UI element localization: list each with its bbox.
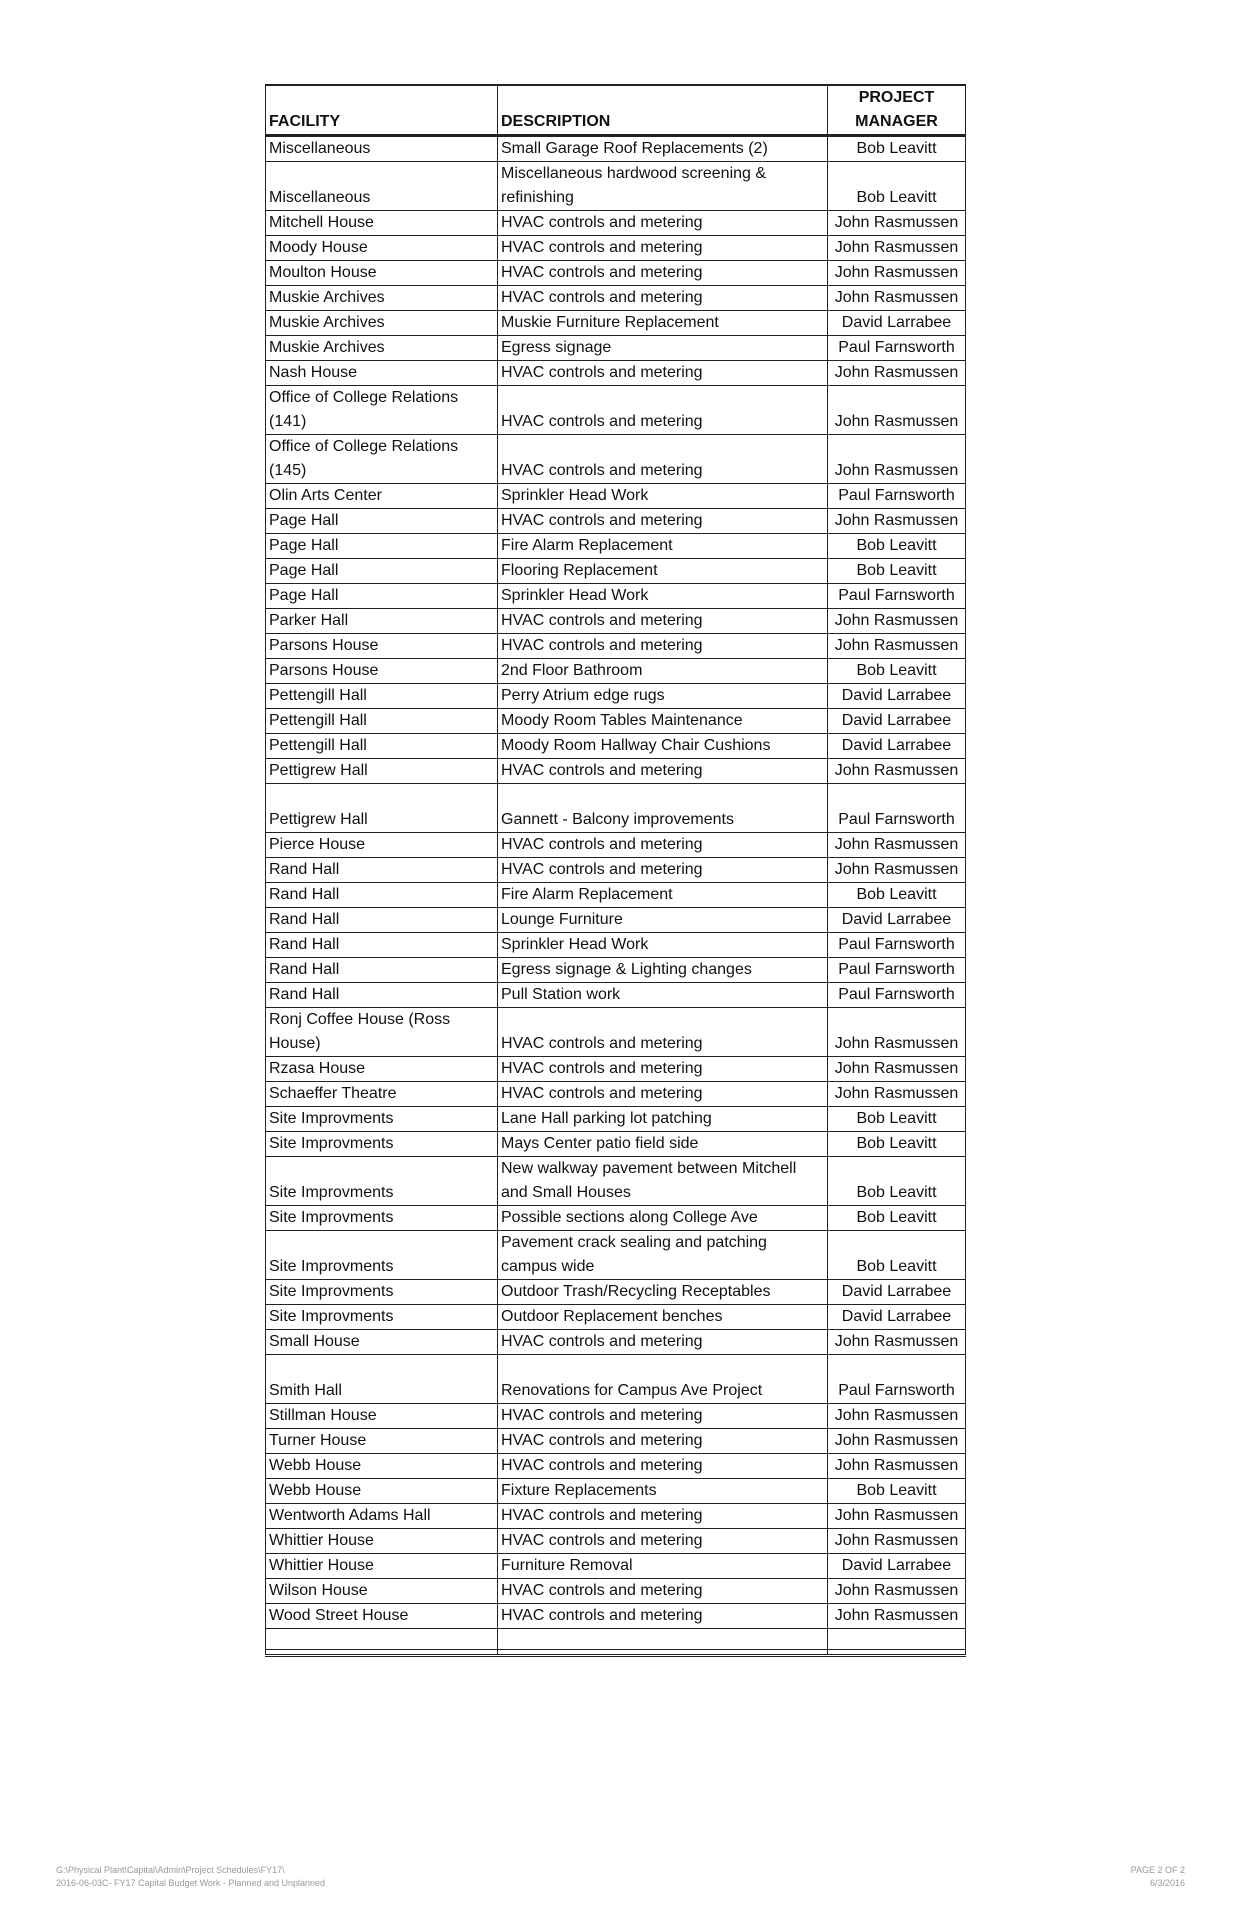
cell-facility: Webb House [266, 1479, 498, 1504]
table-row [266, 1479, 966, 1504]
cell-facility: Pettigrew Hall [266, 784, 498, 833]
cell-facility: Wood Street House [266, 1604, 498, 1629]
cell-facility: Pettengill Hall [266, 684, 498, 709]
cell-facility: Olin Arts Center [266, 484, 498, 509]
table-row [266, 983, 966, 1008]
cell-facility: Whittier House [266, 1529, 498, 1554]
cell-facility: Rand Hall [266, 858, 498, 883]
cell-project-manager: Bob Leavitt [828, 883, 966, 908]
table-row [266, 609, 966, 634]
cell-facility: Stillman House [266, 1404, 498, 1429]
cell-facility: Miscellaneous [266, 136, 498, 162]
cell-project-manager: Paul Farnsworth [828, 484, 966, 509]
cell-facility: Rand Hall [266, 983, 498, 1008]
cell-description: Egress signage & Lighting changes [498, 958, 828, 983]
cell-facility: Parsons House [266, 659, 498, 684]
cell-description: HVAC controls and metering [498, 286, 828, 311]
table-row [266, 734, 966, 759]
table-row [266, 1280, 966, 1305]
cell-project-manager: John Rasmussen [828, 509, 966, 534]
cell-project-manager: John Rasmussen [828, 1579, 966, 1604]
footer-page-info [1131, 1864, 1185, 1890]
cell-project-manager: John Rasmussen [828, 1454, 966, 1479]
cell-facility: Site Improvments [266, 1231, 498, 1280]
cell-description: Perry Atrium edge rugs [498, 684, 828, 709]
cell-description: Possible sections along College Ave [498, 1206, 828, 1231]
empty-cell [266, 1650, 498, 1656]
cell-description: HVAC controls and metering [498, 1604, 828, 1629]
cell-description: Moody Room Tables Maintenance [498, 709, 828, 734]
cell-facility: Office of College Relations (141) [266, 386, 498, 435]
cell-description: HVAC controls and metering [498, 1579, 828, 1604]
cell-facility: Page Hall [266, 509, 498, 534]
cell-facility: Miscellaneous [266, 162, 498, 211]
cell-description: HVAC controls and metering [498, 211, 828, 236]
table-row [266, 1429, 966, 1454]
cell-description: HVAC controls and metering [498, 1008, 828, 1057]
table-row [266, 933, 966, 958]
cell-description: Gannett - Balcony improvements [498, 784, 828, 833]
table-row [266, 784, 966, 833]
cell-project-manager: John Rasmussen [828, 858, 966, 883]
cell-description: HVAC controls and metering [498, 609, 828, 634]
cell-description: New walkway pavement between Mitchell and Small Houses [498, 1157, 828, 1206]
cell-facility: Pettengill Hall [266, 734, 498, 759]
cell-project-manager: David Larrabee [828, 1280, 966, 1305]
table-row [266, 361, 966, 386]
table-row [266, 1231, 966, 1280]
cell-facility: Wilson House [266, 1579, 498, 1604]
table-row [266, 286, 966, 311]
cell-facility: Parker Hall [266, 609, 498, 634]
cell-project-manager: John Rasmussen [828, 1529, 966, 1554]
cell-project-manager: Bob Leavitt [828, 1479, 966, 1504]
cell-description: HVAC controls and metering [498, 509, 828, 534]
cell-facility: Muskie Archives [266, 336, 498, 361]
cell-project-manager: John Rasmussen [828, 1404, 966, 1429]
header-description: DESCRIPTION [498, 85, 828, 136]
cell-description: 2nd Floor Bathroom [498, 659, 828, 684]
cell-project-manager: John Rasmussen [828, 236, 966, 261]
table-row [266, 1504, 966, 1529]
cell-description: HVAC controls and metering [498, 858, 828, 883]
table-row [266, 584, 966, 609]
cell-facility: Wentworth Adams Hall [266, 1504, 498, 1529]
table-row [266, 1604, 966, 1629]
cell-facility: Muskie Archives [266, 311, 498, 336]
cell-facility: Pettengill Hall [266, 709, 498, 734]
cell-project-manager: David Larrabee [828, 734, 966, 759]
header-facility: FACILITY [266, 85, 498, 136]
table-row [266, 659, 966, 684]
cell-description: Sprinkler Head Work [498, 933, 828, 958]
cell-description: Egress signage [498, 336, 828, 361]
cell-project-manager: David Larrabee [828, 311, 966, 336]
table-row [266, 1157, 966, 1206]
cell-description: HVAC controls and metering [498, 236, 828, 261]
table-row [266, 311, 966, 336]
cell-project-manager: David Larrabee [828, 908, 966, 933]
cell-description: HVAC controls and metering [498, 1330, 828, 1355]
cell-facility: Site Improvments [266, 1132, 498, 1157]
cell-facility: Rand Hall [266, 883, 498, 908]
header-project-manager [828, 85, 966, 136]
cell-description: HVAC controls and metering [498, 361, 828, 386]
footer-date: 6/3/2016 [1149, 1878, 1185, 1888]
cell-facility: Small House [266, 1330, 498, 1355]
cell-project-manager: John Rasmussen [828, 759, 966, 784]
cell-description: Outdoor Trash/Recycling Receptables [498, 1280, 828, 1305]
cell-description: Flooring Replacement [498, 559, 828, 584]
cell-project-manager: Paul Farnsworth [828, 958, 966, 983]
cell-description: Sprinkler Head Work [498, 584, 828, 609]
cell-facility: Rand Hall [266, 908, 498, 933]
cell-facility: Nash House [266, 361, 498, 386]
cell-project-manager: Bob Leavitt [828, 162, 966, 211]
empty-row [266, 1629, 966, 1650]
cell-facility: Ronj Coffee House (Ross House) [266, 1008, 498, 1057]
table-row [266, 211, 966, 236]
cell-facility: Moulton House [266, 261, 498, 286]
cell-project-manager: Paul Farnsworth [828, 983, 966, 1008]
table-row [266, 858, 966, 883]
cell-facility: Moody House [266, 236, 498, 261]
cell-project-manager: John Rasmussen [828, 1330, 966, 1355]
table-row [266, 1082, 966, 1107]
cell-project-manager: Bob Leavitt [828, 1107, 966, 1132]
cell-project-manager: Bob Leavitt [828, 1206, 966, 1231]
cell-project-manager: Bob Leavitt [828, 1132, 966, 1157]
cell-facility: Site Improvments [266, 1305, 498, 1330]
cell-project-manager: Bob Leavitt [828, 659, 966, 684]
cell-project-manager: Paul Farnsworth [828, 1355, 966, 1404]
cell-description: HVAC controls and metering [498, 386, 828, 435]
table-row [266, 534, 966, 559]
table-row [266, 883, 966, 908]
table-row [266, 709, 966, 734]
cell-facility: Webb House [266, 1454, 498, 1479]
empty-cell [266, 1629, 498, 1650]
table-body [266, 136, 966, 1656]
cell-facility: Rand Hall [266, 933, 498, 958]
table-row [266, 1355, 966, 1404]
table-row [266, 1132, 966, 1157]
cell-description: HVAC controls and metering [498, 1429, 828, 1454]
cell-project-manager: John Rasmussen [828, 261, 966, 286]
table-row [266, 1107, 966, 1132]
cell-project-manager: John Rasmussen [828, 211, 966, 236]
cell-description: Pull Station work [498, 983, 828, 1008]
cell-facility: Site Improvments [266, 1280, 498, 1305]
table-end-rule [266, 1650, 966, 1656]
cell-project-manager: John Rasmussen [828, 1604, 966, 1629]
footer-page-number: PAGE 2 OF 2 [1130, 1865, 1185, 1875]
cell-project-manager: John Rasmussen [828, 435, 966, 484]
table-row [266, 484, 966, 509]
table-row [266, 634, 966, 659]
empty-cell [828, 1629, 966, 1650]
cell-project-manager: Bob Leavitt [828, 559, 966, 584]
table-row [266, 1454, 966, 1479]
table-row [266, 136, 966, 162]
cell-description: Pavement crack sealing and patching campus wide [498, 1231, 828, 1280]
cell-description: HVAC controls and metering [498, 435, 828, 484]
cell-facility: Page Hall [266, 584, 498, 609]
cell-facility: Page Hall [266, 534, 498, 559]
table-row [266, 236, 966, 261]
table-row [266, 509, 966, 534]
cell-description: Fire Alarm Replacement [498, 534, 828, 559]
cell-project-manager: David Larrabee [828, 684, 966, 709]
cell-description: Sprinkler Head Work [498, 484, 828, 509]
cell-description: Muskie Furniture Replacement [498, 311, 828, 336]
cell-description: HVAC controls and metering [498, 1454, 828, 1479]
cell-facility: Smith Hall [266, 1355, 498, 1404]
footer-path-line2: 2016-06-03C- FY17 Capital Budget Work - Planned and Unplanned [56, 1878, 326, 1888]
cell-project-manager: Bob Leavitt [828, 136, 966, 162]
cell-description: HVAC controls and metering [498, 1504, 828, 1529]
cell-project-manager: John Rasmussen [828, 1504, 966, 1529]
cell-project-manager: Paul Farnsworth [828, 784, 966, 833]
cell-description: Outdoor Replacement benches [498, 1305, 828, 1330]
cell-project-manager: John Rasmussen [828, 833, 966, 858]
cell-description: HVAC controls and metering [498, 1057, 828, 1082]
cell-facility: Whittier House [266, 1554, 498, 1579]
cell-description: Mays Center patio field side [498, 1132, 828, 1157]
cell-description: Lane Hall parking lot patching [498, 1107, 828, 1132]
table-row [266, 1206, 966, 1231]
project-table [265, 84, 966, 1657]
table-row [266, 1305, 966, 1330]
cell-project-manager: John Rasmussen [828, 634, 966, 659]
cell-description: HVAC controls and metering [498, 1404, 828, 1429]
empty-cell [498, 1650, 828, 1656]
cell-project-manager: Paul Farnsworth [828, 584, 966, 609]
cell-description: Miscellaneous hardwood screening & refinishing [498, 162, 828, 211]
cell-facility: Site Improvments [266, 1107, 498, 1132]
cell-facility: Page Hall [266, 559, 498, 584]
cell-description: Small Garage Roof Replacements (2) [498, 136, 828, 162]
footer-path-line1: G:\Physical Plant\Capital\Admin\Project Schedules\FY17\ [56, 1865, 285, 1875]
cell-facility: Pettigrew Hall [266, 759, 498, 784]
table-row [266, 1008, 966, 1057]
table-row [266, 261, 966, 286]
table-row [266, 435, 966, 484]
cell-description: Lounge Furniture [498, 908, 828, 933]
table-row [266, 1404, 966, 1429]
cell-project-manager: Bob Leavitt [828, 1231, 966, 1280]
cell-project-manager: Bob Leavitt [828, 1157, 966, 1206]
cell-project-manager: David Larrabee [828, 1554, 966, 1579]
cell-project-manager: David Larrabee [828, 1305, 966, 1330]
table-row [266, 684, 966, 709]
cell-facility: Rand Hall [266, 958, 498, 983]
table-row [266, 1529, 966, 1554]
cell-facility: Mitchell House [266, 211, 498, 236]
cell-project-manager: Bob Leavitt [828, 534, 966, 559]
cell-facility: Schaeffer Theatre [266, 1082, 498, 1107]
cell-description: HVAC controls and metering [498, 261, 828, 286]
table-row [266, 559, 966, 584]
cell-project-manager: John Rasmussen [828, 286, 966, 311]
cell-project-manager: David Larrabee [828, 709, 966, 734]
cell-project-manager: John Rasmussen [828, 1429, 966, 1454]
table-row [266, 1554, 966, 1579]
empty-cell [828, 1650, 966, 1656]
cell-description: HVAC controls and metering [498, 833, 828, 858]
cell-project-manager: John Rasmussen [828, 1008, 966, 1057]
cell-project-manager: Paul Farnsworth [828, 933, 966, 958]
cell-facility: Site Improvments [266, 1206, 498, 1231]
cell-description: HVAC controls and metering [498, 634, 828, 659]
cell-facility: Rzasa House [266, 1057, 498, 1082]
header-manager-line2: MANAGER [855, 113, 938, 130]
cell-description: Furniture Removal [498, 1554, 828, 1579]
cell-description: Moody Room Hallway Chair Cushions [498, 734, 828, 759]
cell-project-manager: Paul Farnsworth [828, 336, 966, 361]
table-row [266, 1330, 966, 1355]
table-row [266, 958, 966, 983]
table-row [266, 759, 966, 784]
table-row [266, 908, 966, 933]
cell-facility: Muskie Archives [266, 286, 498, 311]
table-header [266, 85, 966, 136]
cell-facility: Site Improvments [266, 1157, 498, 1206]
cell-facility: Parsons House [266, 634, 498, 659]
footer-path [56, 1864, 325, 1890]
cell-description: Fire Alarm Replacement [498, 883, 828, 908]
cell-project-manager: John Rasmussen [828, 361, 966, 386]
empty-cell [498, 1629, 828, 1650]
table-row [266, 833, 966, 858]
cell-facility: Turner House [266, 1429, 498, 1454]
cell-description: HVAC controls and metering [498, 1082, 828, 1107]
cell-project-manager: John Rasmussen [828, 609, 966, 634]
cell-facility: Office of College Relations (145) [266, 435, 498, 484]
cell-description: Fixture Replacements [498, 1479, 828, 1504]
cell-project-manager: John Rasmussen [828, 1082, 966, 1107]
table-row [266, 1057, 966, 1082]
cell-description: HVAC controls and metering [498, 759, 828, 784]
cell-description: Renovations for Campus Ave Project [498, 1355, 828, 1404]
table-row [266, 1579, 966, 1604]
cell-description: HVAC controls and metering [498, 1529, 828, 1554]
header-manager-line1: PROJECT [858, 89, 935, 106]
cell-project-manager: John Rasmussen [828, 386, 966, 435]
cell-facility: Pierce House [266, 833, 498, 858]
table-row [266, 386, 966, 435]
table-row [266, 162, 966, 211]
cell-project-manager: John Rasmussen [828, 1057, 966, 1082]
table-row [266, 336, 966, 361]
